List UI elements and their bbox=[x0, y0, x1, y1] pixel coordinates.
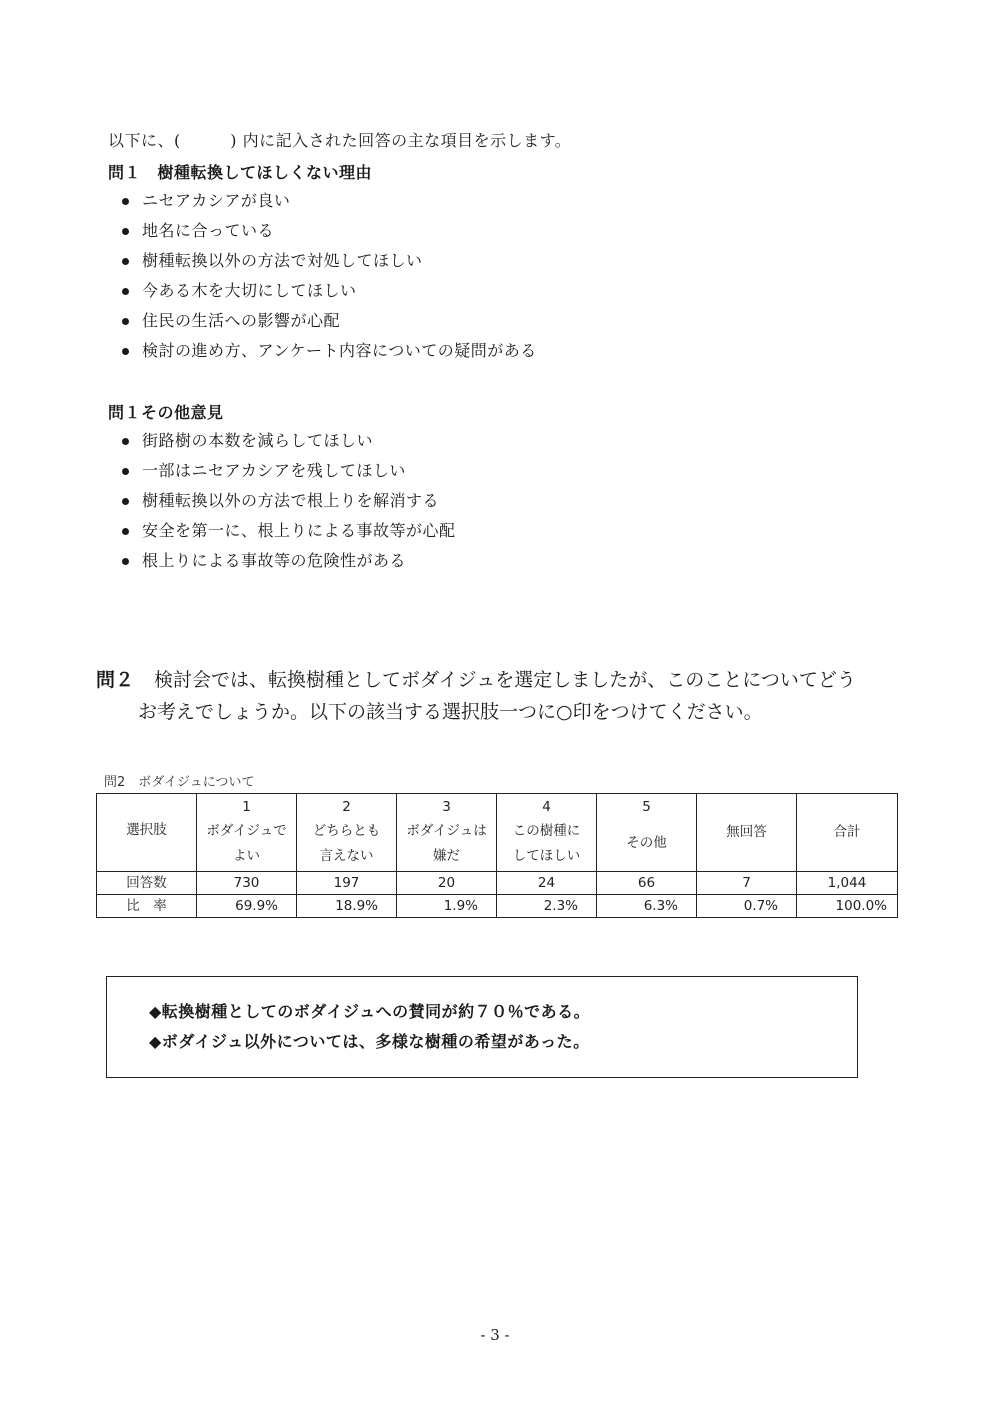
option-cell bbox=[397, 794, 497, 872]
intro-text: 以下に、( ) 内に記入された回答の主な項目を示します。 bbox=[108, 131, 572, 150]
option-number: 4 bbox=[542, 799, 551, 815]
q1-reasons-heading: 問１ 樹種転換してほしくない理由 bbox=[108, 163, 373, 182]
bullet-icon bbox=[122, 258, 129, 265]
option-number: 1 bbox=[242, 799, 251, 815]
list-item-text: 今ある木を大切にしてほしい bbox=[142, 281, 357, 300]
count-cell: 24 bbox=[497, 872, 597, 895]
option-text: ボダイジュで よい bbox=[206, 823, 287, 864]
list-item bbox=[122, 516, 456, 546]
list-item-text: 地名に合っている bbox=[142, 221, 275, 240]
option-cell bbox=[597, 794, 697, 872]
q2-question bbox=[96, 664, 916, 728]
list-item bbox=[122, 456, 456, 486]
table-row-counts bbox=[97, 872, 898, 895]
bullet-icon bbox=[122, 318, 129, 325]
list-item-text: 街路樹の本数を減らしてほしい bbox=[142, 431, 374, 450]
option-number: 2 bbox=[342, 799, 351, 815]
bullet-icon bbox=[122, 438, 129, 445]
q1-other-list bbox=[122, 426, 456, 576]
bullet-icon bbox=[122, 198, 129, 205]
table-title: 問2 ボダイジュについて bbox=[104, 775, 255, 790]
q2-label: 問２ bbox=[96, 669, 135, 691]
bullet-icon bbox=[122, 528, 129, 535]
summary-line: ◆転換樹種としてのボダイジュへの賛同が約７０％である。 bbox=[149, 1002, 591, 1021]
list-item bbox=[122, 306, 537, 336]
ratio-cell: 6.3% bbox=[597, 895, 697, 918]
ratio-cell: 2.3% bbox=[497, 895, 597, 918]
count-cell: 66 bbox=[597, 872, 697, 895]
page-number: - 3 - bbox=[480, 1326, 510, 1344]
list-item bbox=[122, 186, 537, 216]
ratio-cell: 0.7% bbox=[697, 895, 797, 918]
option-text: どちらとも 言えない bbox=[312, 823, 381, 864]
ratio-cell: 18.9% bbox=[297, 895, 397, 918]
list-item-text: ニセアカシアが良い bbox=[142, 191, 291, 210]
summary-line: ◆ボダイジュ以外については、多様な樹種の希望があった。 bbox=[149, 1032, 590, 1051]
ratio-cell: 1.9% bbox=[397, 895, 497, 918]
table-header-row bbox=[97, 794, 898, 872]
row-header-label: 選択肢 bbox=[126, 821, 167, 838]
list-item-text: 樹種転換以外の方法で対処してほしい bbox=[142, 251, 423, 270]
table-row-ratios bbox=[97, 895, 898, 918]
row-label: 比 率 bbox=[97, 895, 197, 918]
list-item bbox=[122, 216, 537, 246]
q1-other-heading: 問１その他意見 bbox=[108, 403, 224, 422]
list-item-text: 検討の進め方、アンケート内容についての疑問がある bbox=[142, 341, 537, 360]
list-item-text: 安全を第一に、根上りによる事故等が心配 bbox=[142, 521, 456, 540]
row-header-options bbox=[97, 794, 197, 872]
count-cell: 1,044 bbox=[797, 872, 898, 895]
bullet-icon bbox=[122, 498, 129, 505]
q1-reasons-list bbox=[122, 186, 537, 366]
summary-box bbox=[106, 976, 858, 1078]
q2-text-line-2: お考えでしょうか。以下の該当する選択肢一つに○印をつけてください。 bbox=[138, 701, 763, 723]
option-number: 3 bbox=[442, 799, 451, 815]
list-item-text: 樹種転換以外の方法で根上りを解消する bbox=[142, 491, 440, 510]
q2-text-line-1: 検討会では、転換樹種としてボダイジュを選定しましたが、このことについてどう bbox=[154, 669, 856, 691]
bullet-icon bbox=[122, 348, 129, 355]
count-cell: 7 bbox=[697, 872, 797, 895]
bullet-icon bbox=[122, 228, 129, 235]
bullet-icon bbox=[122, 468, 129, 475]
list-item bbox=[122, 546, 456, 576]
option-text: その他 bbox=[626, 835, 667, 851]
list-item bbox=[122, 486, 456, 516]
option-text: この樹種に してほしい bbox=[512, 823, 581, 864]
option-cell bbox=[197, 794, 297, 872]
option-cell bbox=[297, 794, 397, 872]
bullet-icon bbox=[122, 558, 129, 565]
count-cell: 20 bbox=[397, 872, 497, 895]
option-text: 合計 bbox=[833, 824, 861, 840]
ratio-cell: 69.9% bbox=[197, 895, 297, 918]
list-item bbox=[122, 246, 537, 276]
option-text: 無回答 bbox=[726, 824, 767, 840]
count-cell: 197 bbox=[297, 872, 397, 895]
list-item-text: 住民の生活への影響が心配 bbox=[142, 311, 341, 330]
option-cell bbox=[797, 794, 898, 872]
list-item bbox=[122, 336, 537, 366]
list-item-text: 根上りによる事故等の危険性がある bbox=[142, 551, 407, 570]
row-label: 回答数 bbox=[97, 872, 197, 895]
q2-line-1 bbox=[96, 664, 916, 696]
list-item bbox=[122, 426, 456, 456]
option-number: 5 bbox=[642, 799, 651, 815]
ratio-cell: 100.0% bbox=[797, 895, 898, 918]
list-item-text: 一部はニセアカシアを残してほしい bbox=[142, 461, 406, 480]
option-text: ボダイジュは 嫌だ bbox=[406, 823, 487, 864]
option-cell bbox=[497, 794, 597, 872]
list-item bbox=[122, 276, 537, 306]
count-cell: 730 bbox=[197, 872, 297, 895]
results-table bbox=[96, 793, 898, 918]
option-cell bbox=[697, 794, 797, 872]
bullet-icon bbox=[122, 288, 129, 295]
